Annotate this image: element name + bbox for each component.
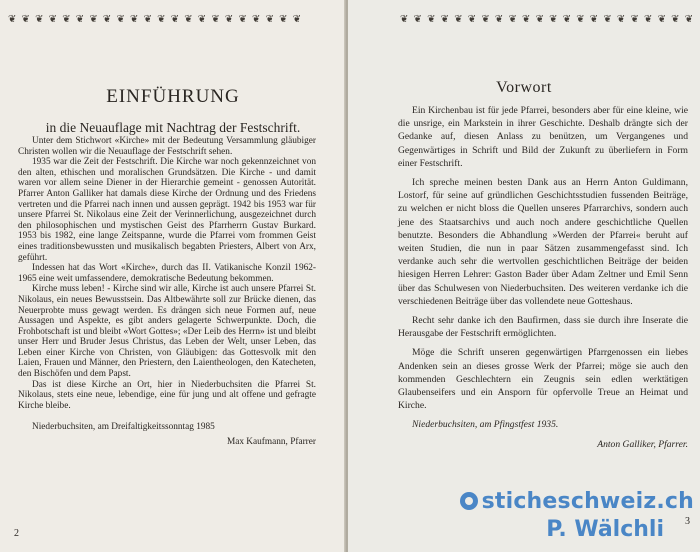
body-text-left [18,136,316,448]
paragraph: Unter dem Stichwort «Kirche» mit der Bedeutung Versammlung gläubiger Christen wollen wir die Neuauflage der Festschrift sehen. [18,136,316,157]
place-date: Niederbuchsiten, am Dreifaltigkeitssonntag 1985 [32,422,215,433]
page-number: 2 [14,528,19,539]
paragraph: 1935 war die Zeit der Festschrift. Die Kirche war noch gekennzeichnet von den alten, ethischen und moralischen Grundsätzen. Die Kirche - und damit waren vor allem seine Diener in der Hierarchie gemeint - genossen Autorität. Pfarrer Anton Galliker hat damals diese Kirche der Ordnung und des Friedens vertreten und die Pfarrei nach innen und aussen geprägt. 1942 bis 1953 war für unsere Pfarrei St. Nikolaus eine Zeit der Verinnerlichung, ausgezeichnet durch den philosophischen und mystischen Geist des Pfarrherrn Gustav Burkard. 1953 bis 1982, eine lange Zeitspanne, wurde die Pfarrei vom frommen Geist eines traditionsbewussten und musikalisch begabten Priesters, Albert von Arx, geführt. [18,157,316,263]
page-subtitle: in die Neuauflage mit Nachtrag der Festschrift. [45,120,301,135]
watermark-author: P. Wälchli [546,517,664,542]
paragraph: Recht sehr danke ich den Baufirmen, dass sie durch ihre Inserate die Herausgabe der Festschrift ermöglichten. [398,315,688,340]
top-ornament-left [8,14,324,26]
ornament-band: ❦ ❦ ❦ ❦ ❦ ❦ ❦ ❦ ❦ ❦ ❦ ❦ ❦ ❦ ❦ ❦ ❦ ❦ ❦ ❦ ❦ ❦ [400,14,695,25]
stitch-logo-icon [460,492,478,510]
left-page [0,0,346,552]
place-date: Niederbuchsiten, am Pfingstfest 1935. [412,419,559,431]
page-title: Vorwort [496,79,552,96]
paragraph: Das ist diese Kirche an Ort, hier in Niederbuchsiten die Pfarrei St. Nikolaus, stets eine neue, lebendige, eine für jung und alt offene und gefragte Kirche bleibe. [18,379,316,411]
signature: Anton Galliker, Pfarrer. [597,438,688,450]
watermark-url-text: sticheschweiz.ch [481,489,694,514]
top-ornament-right [400,14,695,26]
signature: Max Kaufmann, Pfarrer [226,437,316,448]
paragraph: Möge die Schrift unseren gegenwärtigen Pfarrgenossen ein liebes Andenken sein an dieses grosse Werk der Pfarrei; möge sie auch den kommenden Geschlechtern ein Zeugnis sein edlen werktätigen Glaubenseifers und ein Ansporn für opfervolle Treue an Heimat und Kirche. [398,347,688,412]
ornament-band: ❦ ❦ ❦ ❦ ❦ ❦ ❦ ❦ ❦ ❦ ❦ ❦ ❦ ❦ ❦ ❦ ❦ ❦ ❦ ❦ ❦ ❦ [8,14,303,25]
paragraph: Indessen hat das Wort «Kirche», durch das II. Vatikanische Konzil 1962-1965 eine weit umfassendere, demokratische Bedeutung bekommen. [18,263,316,284]
page-number: 3 [685,516,690,527]
paragraph: Ich spreche meinen besten Dank aus an Herrn Anton Guldimann, Lostorf, für seine auf gründlichen Geschichtsstudien fussenden Beiträge, zu welchen er nicht bloss die Quellen unseres Pfarrarchivs, sondern auch jene des Staatsarchivs und auch noch andere geschichtliche Quellen benutzte. Besonders die Abhandlung »Werden der Pfarrei« beruht auf weiten Studien, die nun in paar Sätzen zusammengefasst sind. Ich verdanke auch sehr die wertvollen geschichtlichen Beiträge der beiden hiesigen Herren Lehrer: Gaston Bader über Adam Zeltner und Emil Senn über das Schulwesen von Niederbuchsiten. Des weiteren verdanke ich die verschiedenen Beiträge über das vollendete neue Gotteshaus. [398,177,688,307]
watermark-url [460,489,694,514]
page-title: EINFÜHRUNG [106,86,240,107]
paragraph: Kirche muss leben! - Kirche sind wir alle, Kirche ist auch unsere Pfarrei St. Nikolaus, ein neues Bewusstsein. Das Altbewährte soll zur Brücke dienen, das Neuerprobte muss gewagt werden. Es drängen sich neue Formen auf, neue Aussagen und Aspekte, es gibt anders gelagerte Schwerpunkte. Doch, die Frohbotschaft ist und bleibt «Wort Gottes»; «Der Leib des Herrn» ist und bleibt unser Herr und Bruder Jesus Christus, das Leben der Welt, unser Leben, das Leben einer Kirche von Christen, von Gläubigen: das Gottesvolk mit den Laien, Frauen und Männer, den Priestern, den Laientheologen, den Katecheten, den Bischöfen und dem Papst. [18,284,316,380]
body-text-right [398,104,688,451]
paragraph: Ein Kirchenbau ist für jede Pfarrei, besonders aber für eine kleine, wie die unsrige, ein Markstein in ihrer Geschichte. Deshalb drängte sich der Gedanke auf, diesen Anlass zu benützen, um Vergangenes und Gegenwärtiges in Schrift und Bild der Zukunft zu überliefern in Form einer Festschrift. [398,105,688,169]
right-page [348,0,700,552]
